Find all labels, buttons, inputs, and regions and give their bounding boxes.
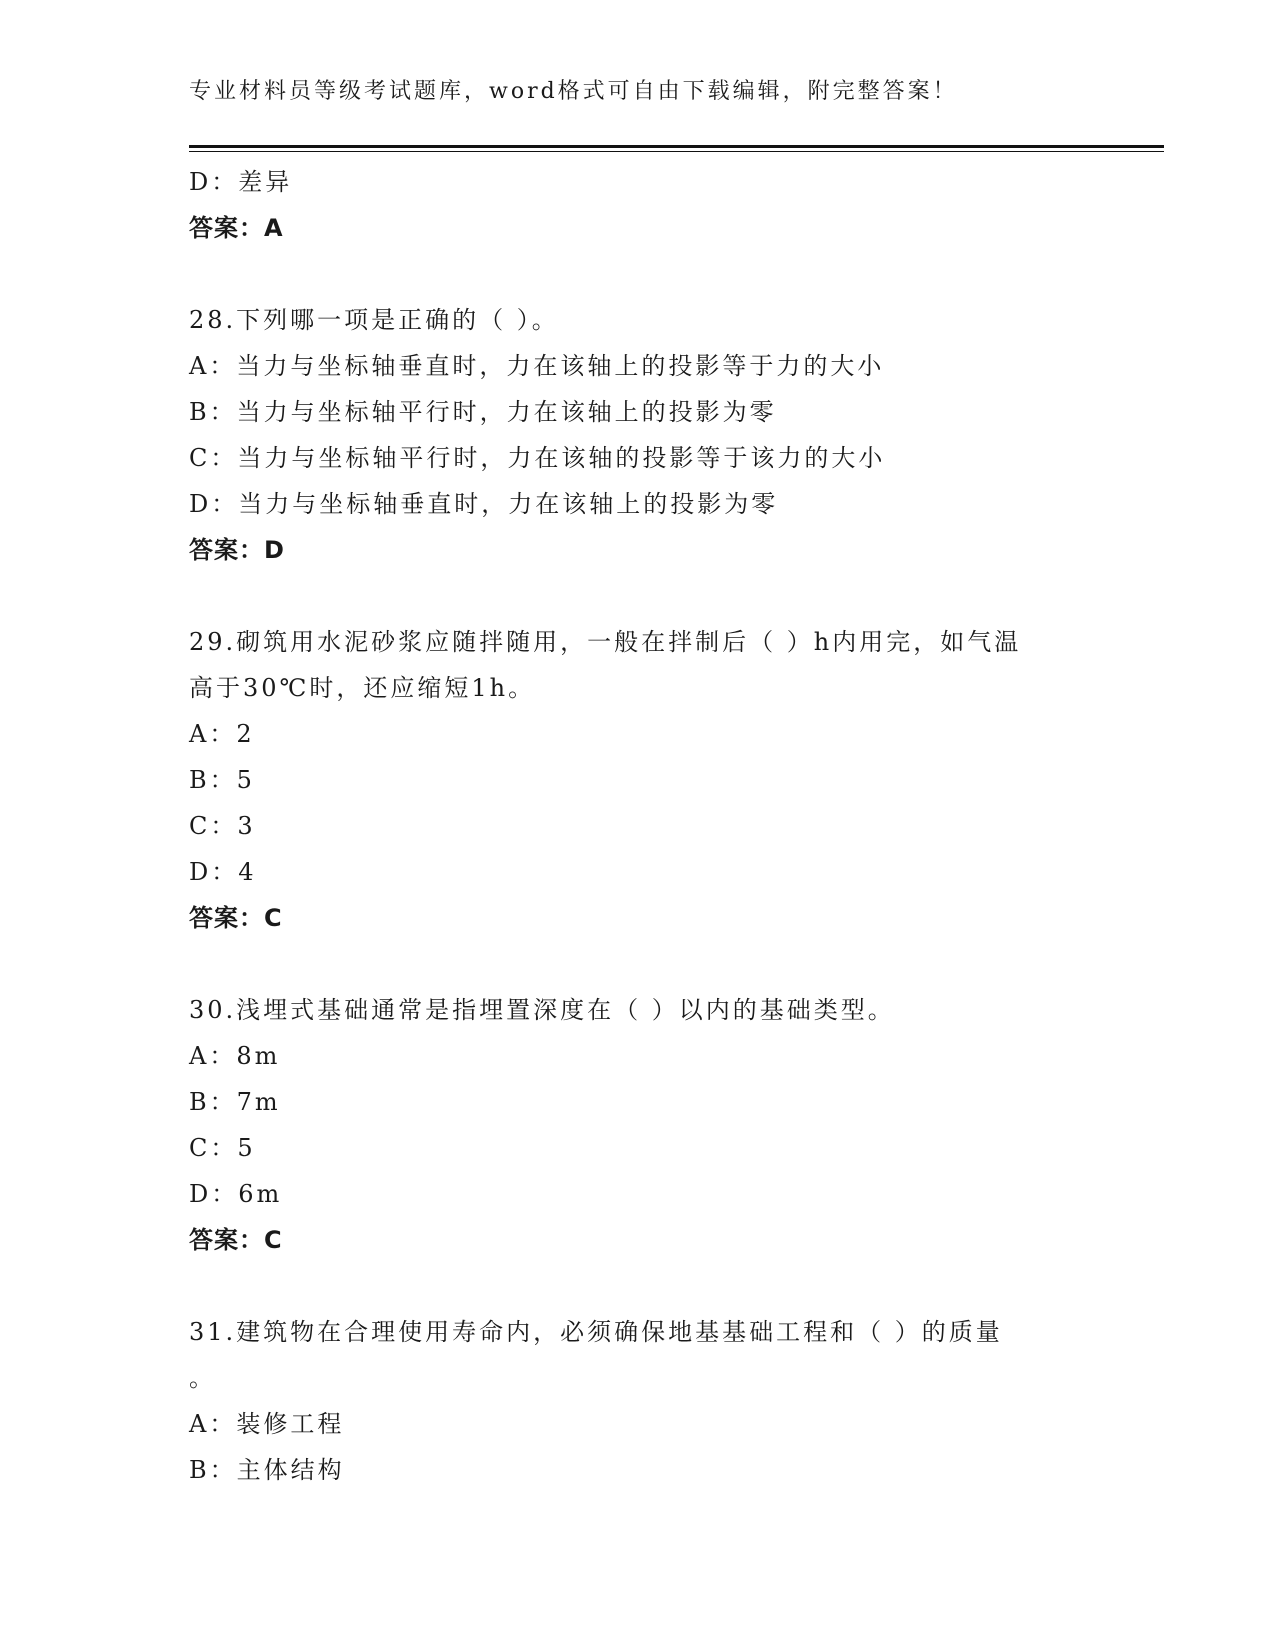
option-d: D：4 <box>189 858 257 886</box>
question-stem-continued: 。 <box>189 1364 216 1392</box>
question-stem: 31.建筑物在合理使用寿命内，必须确保地基基础工程和（ ）的质量 <box>189 1318 1003 1346</box>
question-stem: 28.下列哪一项是正确的（ ）。 <box>189 306 559 334</box>
answer-line: 答案：C <box>189 904 283 932</box>
option-a: A：8m <box>189 1042 281 1070</box>
spacer <box>189 1263 1129 1309</box>
question-stem-continued: 高于30℃时，还应缩短1h。 <box>189 674 536 702</box>
answer-line: 答案：D <box>189 536 285 564</box>
answer-line: 答案：C <box>189 1226 283 1254</box>
option-d: D：差异 <box>189 168 293 196</box>
option-b: B：5 <box>189 766 255 794</box>
option-b: B：主体结构 <box>189 1456 345 1484</box>
spacer <box>189 941 1129 987</box>
option-a: A：当力与坐标轴垂直时，力在该轴上的投影等于力的大小 <box>189 352 885 380</box>
option-d: D：当力与坐标轴垂直时，力在该轴上的投影为零 <box>189 490 779 518</box>
answer-line: 答案：A <box>189 214 284 242</box>
question-28 <box>189 297 1129 573</box>
question-stem: 30.浅埋式基础通常是指埋置深度在（ ）以内的基础类型。 <box>189 996 895 1024</box>
option-a: A：装修工程 <box>189 1410 345 1438</box>
spacer <box>189 251 1129 297</box>
option-c: C：当力与坐标轴平行时，力在该轴的投影等于该力的大小 <box>189 444 886 472</box>
question-31 <box>189 1309 1129 1493</box>
spacer <box>189 573 1129 619</box>
option-b: B：当力与坐标轴平行时，力在该轴上的投影为零 <box>189 398 777 426</box>
option-c: C：3 <box>189 812 256 840</box>
option-d: D：6m <box>189 1180 283 1208</box>
question-30 <box>189 987 1129 1263</box>
option-c: C：5 <box>189 1134 256 1162</box>
option-a: A：2 <box>189 720 255 748</box>
question-29 <box>189 619 1129 941</box>
header-divider-thin <box>189 151 1164 152</box>
page-header: 专业材料员等级考试题库，word格式可自由下载编辑，附完整答案！ <box>189 79 958 104</box>
header-divider-thick <box>189 145 1164 148</box>
option-b: B：7m <box>189 1088 281 1116</box>
question-stem: 29.砌筑用水泥砂浆应随拌随用，一般在拌制后（ ）h内用完，如气温 <box>189 628 1022 656</box>
question-list <box>189 159 1129 1493</box>
